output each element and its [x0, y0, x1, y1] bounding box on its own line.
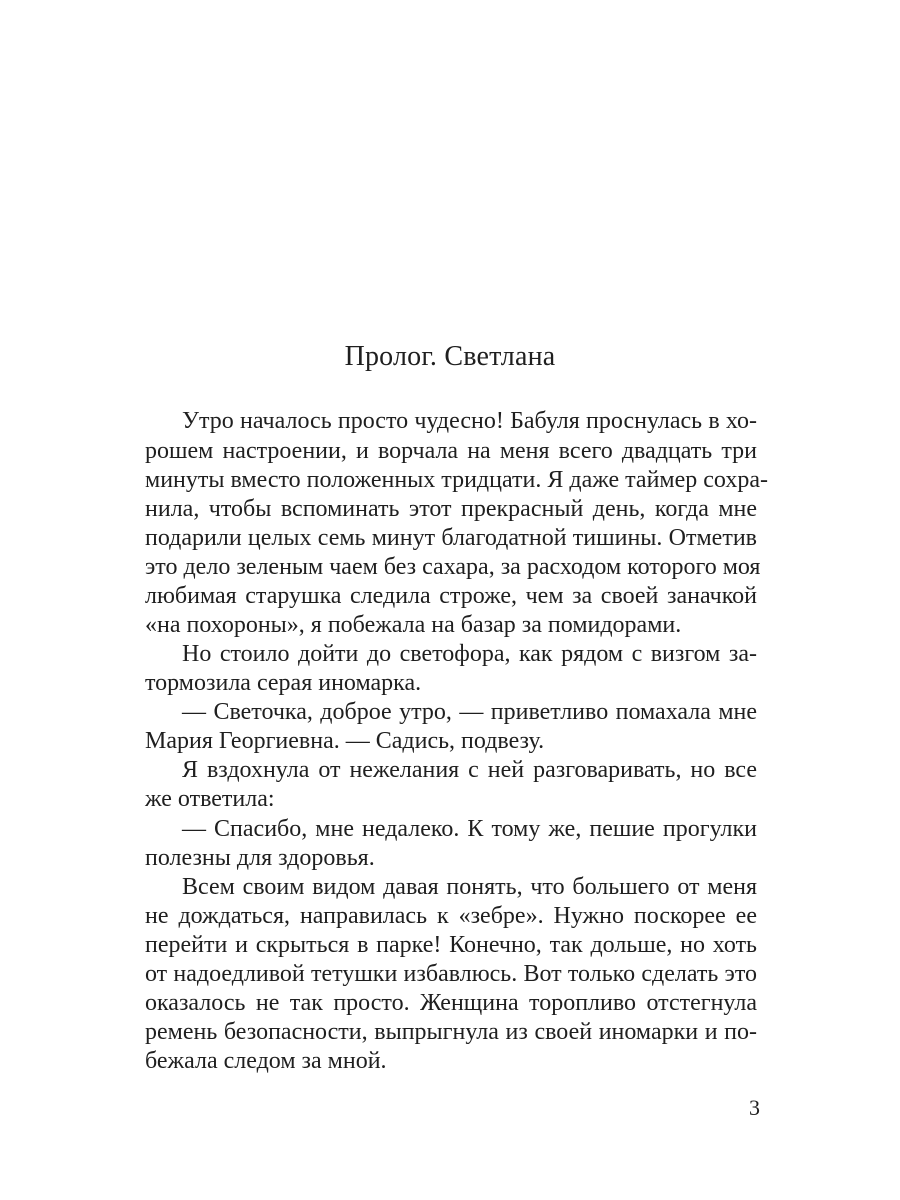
text-line: Я вздохнула от нежелания с ней разговаривать, но все: [182, 757, 757, 783]
page-number: 3: [749, 1095, 760, 1120]
text-line: оказалось не так просто. Женщина торопливо отстегнула: [145, 990, 757, 1016]
text-line: любимая старушка следила строже, чем за своей заначкой: [145, 583, 757, 609]
text-line: не дождаться, направилась к «зебре». Нужно поскорее ее: [145, 903, 757, 929]
text-line: рошем настроении, и ворчала на меня всего двадцать три: [145, 438, 757, 464]
text-line: — Спасибо, мне недалеко. К тому же, пешие прогулки: [182, 816, 757, 842]
text-line: нила, чтобы вспоминать этот прекрасный день, когда мне: [145, 496, 757, 522]
text-line: Но стоило дойти до светофора, как рядом с визгом за-: [182, 641, 757, 667]
text-line: Мария Георгиевна. — Садись, подвезу.: [145, 728, 545, 754]
text-line: перейти и скрыться в парке! Конечно, так дольше, но хоть: [145, 932, 757, 958]
text-line: бежала следом за мной.: [145, 1048, 387, 1074]
text-line: тормозила серая иномарка.: [145, 670, 422, 696]
text-line: от надоедливой тетушки избавлюсь. Вот только сделать это: [145, 961, 757, 987]
text-line: минуты вместо положенных тридцати. Я даже таймер сохра-: [145, 467, 768, 493]
text-line: ремень безопасности, выпрыгнула из своей иномарки и по-: [145, 1019, 757, 1045]
text-line: полезны для здоровья.: [145, 845, 375, 871]
text-line: «на похороны», я побежала на базар за помидорами.: [145, 612, 682, 638]
text-line: — Светочка, доброе утро, — приветливо помахала мне: [182, 699, 757, 725]
text-line: Утро началось просто чудесно! Бабуля проснулась в хо-: [182, 408, 757, 434]
text-line: же ответила:: [145, 786, 275, 812]
text-line: Всем своим видом давая понять, что большего от меня: [182, 874, 757, 900]
text-line: подарили целых семь минут благодатной тишины. Отметив: [145, 525, 757, 551]
text-line: это дело зеленым чаем без сахара, за расходом которого моя: [145, 554, 761, 580]
chapter-title: Пролог. Светлана: [344, 341, 556, 372]
